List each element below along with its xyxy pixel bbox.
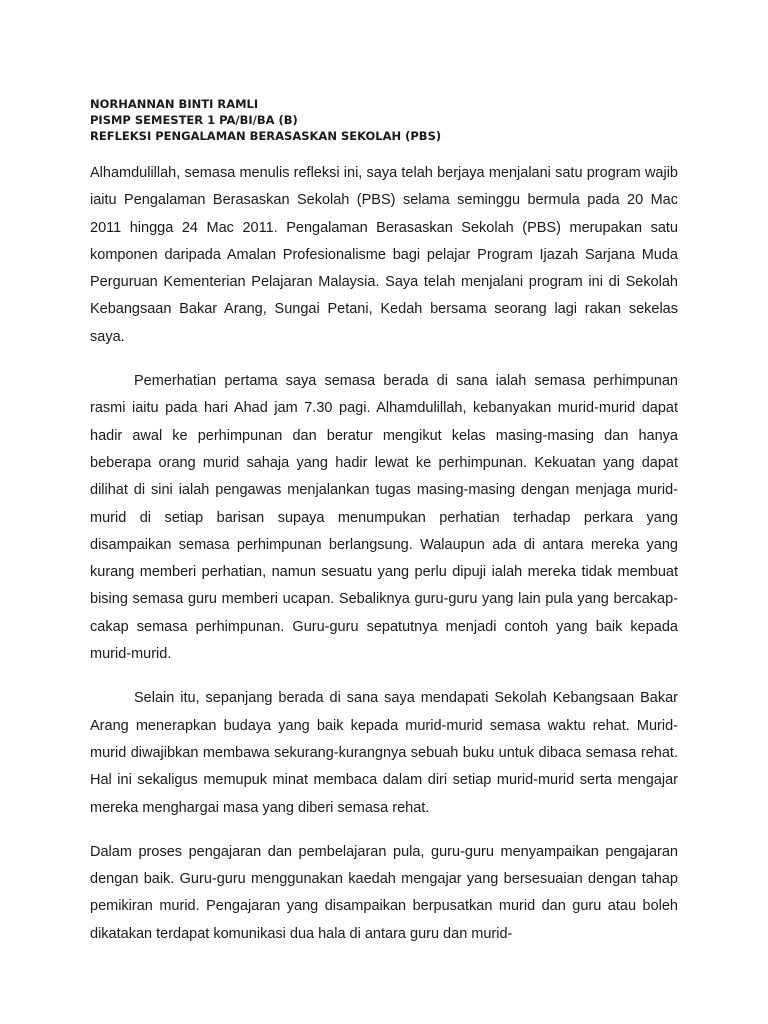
- paragraph-assembly: Pemerhatian pertama saya semasa berada di sana ialah semasa perhimpunan rasmi iaitu pada hari Ahad jam 7.30 pagi. Alhamdulillah, kebanyakan murid-murid dapat hadir awal ke perhimpunan dan beratur mengikut kelas masing-masing dan hanya beberapa orang murid sahaja yang hadir lewat ke perhimpunan. Kekuatan yang dapat dilihat di sini ialah pengawas menjalankan tugas masing-masing dengan menjaga murid-murid di setiap barisan supaya menumpukan perhatian terhadap perkara yang disampaikan semasa perhimpunan berlangsung. Walaupun ada di antara mereka yang kurang memberi perhatian, namun sesuatu yang perlu dipuji ialah mereka tidak membuat bising semasa guru memberi ucapan. Sebaliknya guru-guru yang lain pula yang bercakap-cakap semasa perhimpunan. Guru-guru sepatutnya menjadi contoh yang baik kepada murid-murid.: [90, 373, 678, 663]
- paragraph-break-time: Selain itu, sepanjang berada di sana saya mendapati Sekolah Kebangsaan Bakar Arang menerapkan budaya yang baik kepada murid-murid semasa waktu rehat. Murid-murid diwajibkan membawa sekurang-kurangnya sebuah buku untuk dibaca semasa rehat. Hal ini sekaligus memupuk minat membaca dalam diri setiap murid-murid serta mengajar mereka menghargai masa yang diberi semasa rehat.: [90, 690, 678, 816]
- paragraph-teaching: Dalam proses pengajaran dan pembelajaran pula, guru-guru menyampaikan pengajaran dengan baik. Guru-guru menggunakan kaedah mengajar yang bersesuaian dengan tahap pemikiran murid. Pengajaran yang disampaikan berpusatkan murid dan guru atau boleh dikatakan terdapat komunikasi dua hala di antara guru dan murid-: [90, 843, 678, 942]
- document-title: REFLEKSI PENGALAMAN BERASASKAN SEKOLAH (PBS): [90, 129, 442, 143]
- document-page: [90, 96, 678, 965]
- author-name: NORHANNAN BINTI RAMLI: [90, 97, 259, 111]
- program-info: PISMP SEMESTER 1 PA/BI/BA (B): [90, 113, 298, 127]
- document-header: [90, 96, 678, 144]
- paragraph-intro: Alhamdulillah, semasa menulis refleksi ini, saya telah berjaya menjalani satu program wajib iaitu Pengalaman Berasaskan Sekolah (PBS) selama seminggu bermula pada 20 Mac 2011 hingga 24 Mac 2011. Pengalaman Berasaskan Sekolah (PBS) merupakan satu komponen daripada Amalan Profesionalisme bagi pelajar Program Ijazah Sarjana Muda Perguruan Kementerian Pelajaran Malaysia. Saya telah menjalani program ini di Sekolah Kebangsaan Bakar Arang, Sungai Petani, Kedah bersama seorang lagi rakan sekelas saya.: [90, 165, 678, 345]
